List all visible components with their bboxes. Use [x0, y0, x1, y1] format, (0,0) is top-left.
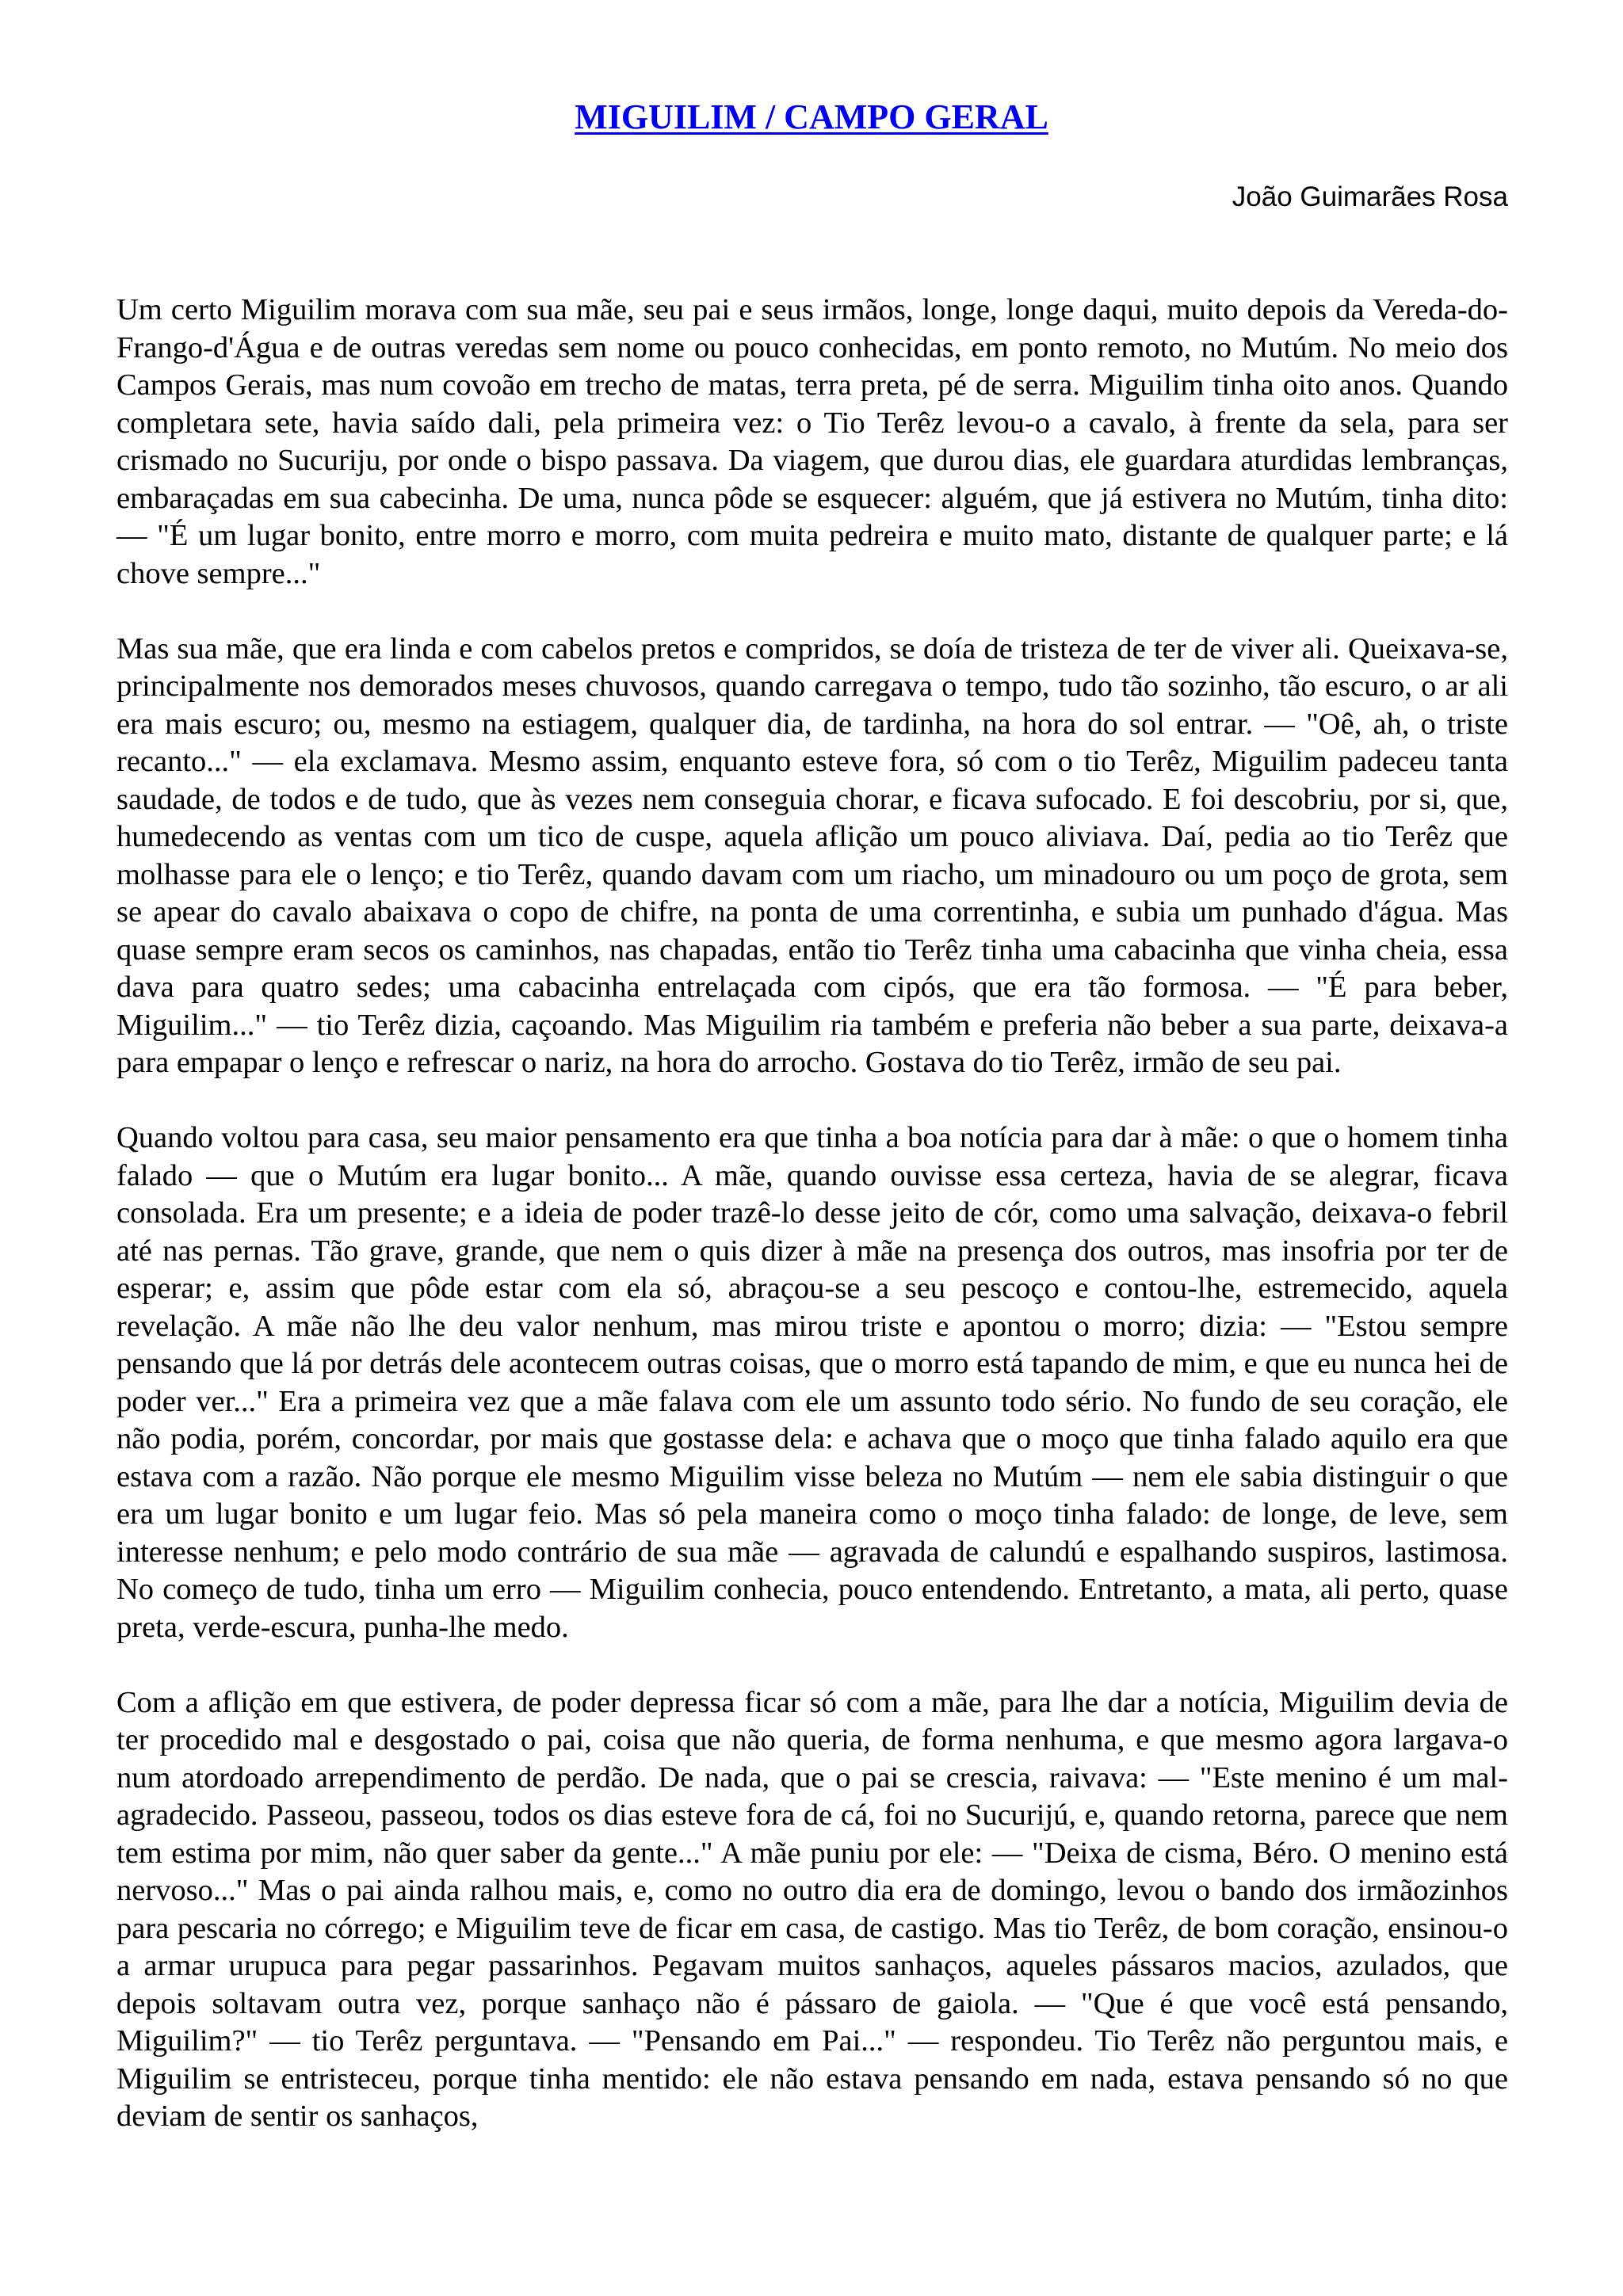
paragraph: Mas sua mãe, que era linda e com cabelos pretos e compridos, se doía de tristeza de ter de viver ali. Queixava-se, principalmente nos demorados meses chuvosos, quando carregava o tempo, tudo tão sozinho, tão escuro, o ar ali era mais escuro; ou, mesmo na estiagem, qualquer dia, de tardinha, na hora do sol entrar. — "Oê, ah, o triste recanto..." — ela exclamava. Mesmo assim, enquanto esteve fora, só com o tio Terêz, Miguilim padeceu tanta saudade, de todos e de tudo, que às vezes nem conseguia chorar, e ficava sufocado. E foi descobriu, por si, que, humedecendo as ventas com um tico de cuspe, aquela aflição um pouco aliviava. Daí, pedia ao tio Terêz que molhasse para ele o lenço; e tio Terêz, quando davam com um riacho, um minadouro ou um poço de grota, sem se apear do cavalo abaixava o copo de chifre, na ponta de uma correntinha, e subia um punhado d'água. Mas quase sempre eram secos os caminhos, nas chapadas, então tio Terêz tinha uma cabacinha que vinha cheia, essa dava para quatro sedes; uma cabacinha entrelaçada com cipós, que era tão formosa. — "É para beber, Miguilim..." — tio Terêz dizia, caçoando. Mas Miguilim ria também e preferia não beber a sua parte, deixava-a para empapar o lenço e refrescar o nariz, na hora do arrocho. Gostava do tio Terêz, irmão de seu pai.	[116, 631, 1508, 1079]
story-body	[116, 292, 1508, 2173]
paragraph: Um certo Miguilim morava com sua mãe, seu pai e seus irmãos, longe, longe daqui, muito depois da Vereda-do-Frango-d'Água e de outras veredas sem nome ou pouco conhecidas, em ponto remoto, no Mutúm. No meio dos Campos Gerais, mas num covoão em trecho de matas, terra preta, pé de serra. Miguilim tinha oito anos. Quando completara sete, havia saído dali, pela primeira vez: o Tio Terêz levou-o a cavalo, à frente da sela, para ser crismado no Sucuriju, por onde o bispo passava. Da viagem, que durou dias, ele guardara aturdidas lembranças, embaraçadas em sua cabecinha. De uma, nunca pôde se esquecer: alguém, que já estivera no Mutúm, tinha dito: — "É um lugar bonito, entre morro e morro, com muita pedreira e muito mato, distante de qualquer parte; e lá chove sempre..."	[116, 293, 1508, 590]
title-link[interactable]: MIGUILIM / CAMPO GERAL	[575, 97, 1048, 136]
paragraph: Com a aflição em que estivera, de poder depressa ficar só com a mãe, para lhe dar a notícia, Miguilim devia de ter procedido mal e desgostado o pai, coisa que não queria, de forma nenhuma, e que mesmo agora largava-o num atordoado arrependimento de perdão. De nada, que o pai se crescia, raivava: — "Este menino é um mal-agradecido. Passeou, passeou, todos os dias esteve fora de cá, foi no Sucurijú, e, quando retorna, parece que nem tem estima por mim, não quer saber da gente..." A mãe puniu por ele: — "Deixa de cisma, Béro. O menino está nervoso..." Mas o pai ainda ralhou mais, e, como no outro dia era de domingo, levou o bando dos irmãozinhos para pescaria no córrego; e Miguilim teve de ficar em casa, de castigo. Mas tio Terêz, de bom coração, ensinou-o a armar urupuca para pegar passarinhos. Pegavam muitos sanhaços, aqueles pássaros macios, azulados, que depois soltavam outra vez, porque sanhaço não é pássaro de gaiola. — "Que é que você está pensando, Miguilim?" — tio Terêz perguntava. — "Pensando em Pai..." — respondeu. Tio Terêz não perguntou mais, e Miguilim se entristeceu, porque tinha mentido: ele não estava pensando em nada, estava pensando só no que deviam de sentir os sanhaços,	[116, 1685, 1508, 2133]
author-name: João Guimarães Rosa	[1232, 181, 1508, 212]
paragraph: Quando voltou para casa, seu maior pensamento era que tinha a boa notícia para dar à mãe: o que o homem tinha falado — que o Mutúm era lugar bonito... A mãe, quando ouvisse essa certeza, havia de se alegrar, ficava consolada. Era um presente; e a ideia de poder trazê-lo desse jeito de cór, como uma salvação, deixava-o febril até nas pernas. Tão grave, grande, que nem o quis dizer à mãe na presença dos outros, mas insofria por ter de esperar; e, assim que pôde estar com ela só, abraçou-se a seu pescoço e contou-lhe, estremecido, aquela revelação. A mãe não lhe deu valor nenhum, mas mirou triste e apontou o morro; dizia: — "Estou sempre pensando que lá por detrás dele acontecem outras coisas, que o morro está tapando de mim, e que eu nunca hei de poder ver..." Era a primeira vez que a mãe falava com ele um assunto todo sério. No fundo de seu coração, ele não podia, porém, concordar, por mais que gostasse dela: e achava que o moço que tinha falado aquilo era que estava com a razão. Não porque ele mesmo Miguilim visse beleza no Mutúm — nem ele sabia distinguir o que era um lugar bonito e um lugar feio. Mas só pela maneira como o moço tinha falado: de longe, de leve, sem interesse nenhum; e pelo modo contrário de sua mãe — agravada de calundú e espalhando suspiros, lastimosa. No começo de tudo, tinha um erro — Miguilim conhecia, pouco entendendo. Entretanto, a mata, ali perto, quase preta, verde-escura, punha-lhe medo.	[116, 1121, 1508, 1644]
